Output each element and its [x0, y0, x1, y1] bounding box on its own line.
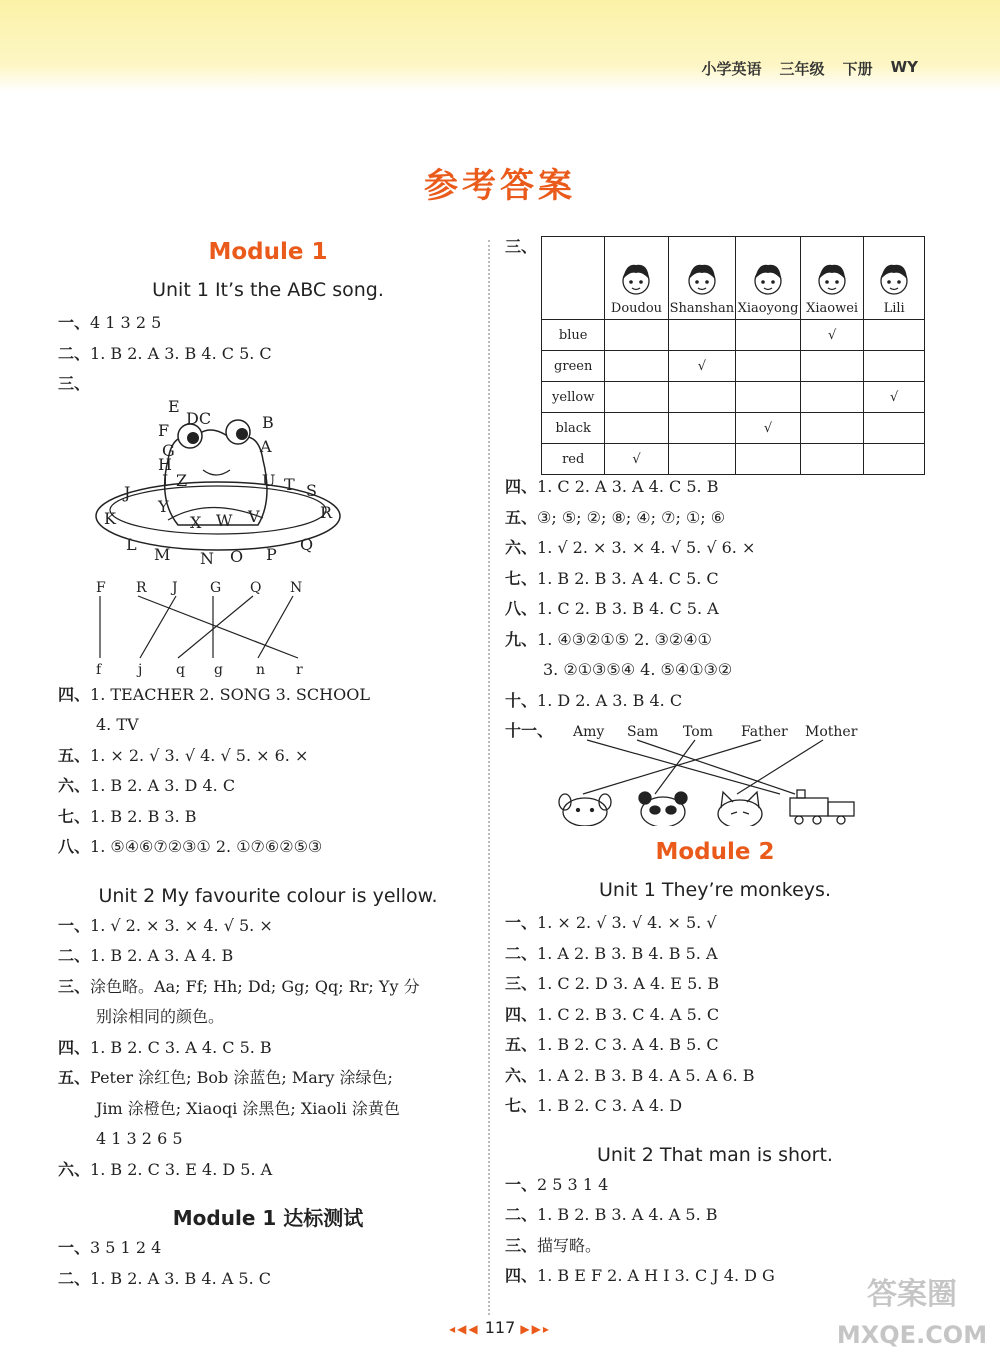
dot-letter: T — [284, 474, 295, 494]
answer-line — [58, 972, 478, 1003]
match-bottom-letter: j — [138, 661, 143, 678]
dot-letter: B — [262, 412, 274, 432]
check-cell — [605, 413, 668, 444]
answer-text: 1. √ 2. × 3. × 4. √ 5. × — [90, 915, 273, 935]
check-cell: √ — [864, 382, 925, 413]
unit-1-heading: Unit 1 It’s the ABC song. — [152, 279, 384, 301]
check-cell — [864, 351, 925, 382]
check-cell — [800, 444, 863, 475]
check-cell — [864, 320, 925, 351]
question-number: 一、 — [505, 1174, 538, 1194]
answer-line — [58, 369, 478, 400]
dot-letter: Q — [300, 534, 314, 554]
edition: WY — [890, 58, 918, 76]
page-title: 参考答案 — [424, 166, 576, 206]
subject: 小学英语 — [701, 60, 762, 78]
frog-drawing — [58, 400, 478, 580]
answer-line — [58, 1124, 478, 1155]
check-cell — [800, 351, 863, 382]
answer-text: 1. B 2. C 3. A 4. C 5. B — [90, 1037, 272, 1057]
answer-text: 1. ④③②①⑤ 2. ③②④① — [537, 629, 712, 649]
answer-text: 1. B 2. A 3. A 4. B — [90, 946, 234, 965]
table-corner — [542, 237, 605, 320]
dog-icon — [559, 794, 611, 826]
question-number: 七、 — [505, 568, 538, 588]
answer-line — [58, 680, 478, 711]
answer-text: 1. √ 2. × 3. × 4. √ 5. √ 6. × — [537, 538, 756, 557]
check-cell — [736, 382, 801, 413]
answer-line — [58, 1233, 478, 1264]
child-column-header — [864, 237, 925, 320]
answer-text: 1. D 2. A 3. B 4. C — [537, 690, 683, 710]
dot-letter: Z — [176, 470, 188, 490]
question-number: 二、 — [58, 1268, 91, 1288]
match-bottom-letter: q — [176, 661, 185, 678]
color-label: yellow — [542, 382, 605, 413]
next-arrows-icon: ▶▶▸ — [520, 1322, 551, 1336]
check-cell — [800, 382, 863, 413]
answer-text: 1. B E F 2. A H I 3. C J 4. D G — [537, 1266, 775, 1285]
match-top-letter: F — [96, 579, 106, 596]
answer-line — [505, 939, 925, 970]
child-face-icon — [684, 257, 720, 301]
match-top-letter: J — [172, 579, 178, 596]
answer-line — [505, 969, 925, 1000]
question-number: 六、 — [505, 1065, 538, 1085]
answer-line — [505, 1170, 925, 1201]
color-label: black — [542, 413, 605, 444]
person-name: Amy — [573, 724, 605, 740]
grade: 三年级 — [779, 60, 825, 78]
answer-line — [58, 1155, 478, 1186]
answer-text: 1. B 2. A 3. B 4. C 5. C — [90, 343, 272, 363]
answer-line — [505, 594, 925, 625]
answer-text: 1. B 2. B 3. B — [90, 806, 197, 826]
question-number: 五、 — [505, 1035, 538, 1054]
matching-lines — [58, 580, 478, 680]
answer-text: 1. B 2. A 3. D 4. C — [90, 776, 236, 795]
match-bottom-letter: n — [256, 661, 266, 678]
answer-line — [505, 564, 925, 595]
answer-text: 4 1 3 2 6 5 — [96, 1129, 183, 1148]
watermark-url: MXQE.COM — [836, 1321, 988, 1349]
dot-letter: A — [260, 436, 272, 456]
check-cell: √ — [668, 351, 736, 382]
answer-text: 3. ②①③⑤④ 4. ⑤④①③② — [543, 660, 733, 679]
module-2-unit-1-heading: Unit 1 They’re monkeys. — [599, 879, 831, 901]
child-face-icon — [750, 257, 786, 301]
child-face-icon — [876, 257, 912, 301]
check-cell: √ — [800, 320, 863, 351]
child-face-icon — [618, 257, 654, 301]
dot-letter: P — [266, 544, 277, 564]
person-name: Father — [741, 724, 788, 740]
check-cell — [605, 351, 668, 382]
left-column — [58, 232, 478, 1294]
question-number: 四、 — [58, 684, 91, 704]
answer-text: 1. B 2. B 3. A 4. C 5. C — [537, 568, 719, 588]
question-number: 七、 — [505, 1096, 538, 1115]
answer-line — [58, 1063, 478, 1094]
answer-text: 1. ⑤④⑥⑦②③① 2. ①⑦⑥②⑤③ — [90, 837, 323, 856]
question-number: 二、 — [505, 1205, 538, 1224]
answer-line — [58, 339, 478, 370]
module-2-unit-2-heading: Unit 2 That man is short. — [597, 1143, 833, 1166]
dot-letter: DC — [186, 408, 212, 428]
check-cell — [864, 413, 925, 444]
answer-text: 1. C 2. D 3. A 4. E 5. B — [537, 974, 720, 993]
child-name: Xiaowei — [806, 301, 859, 316]
question-number: 二、 — [58, 946, 91, 965]
color-label: red — [542, 444, 605, 475]
dot-letter: M — [154, 544, 171, 564]
child-name: Doudou — [610, 301, 663, 316]
match-bottom-letter: f — [96, 661, 102, 678]
question-number: 三、 — [505, 974, 538, 993]
answer-text: Jim 涂橙色; Xiaoqi 涂黑色; Xiaoli 涂黄色 — [96, 1098, 400, 1118]
question-number: 一、 — [505, 913, 538, 932]
dot-letter: X — [190, 512, 202, 532]
check-cell — [736, 320, 801, 351]
answer-line — [505, 1091, 925, 1122]
answer-text: 1. B 2. A 3. B 4. A 5. C — [90, 1268, 271, 1288]
train-icon — [790, 790, 854, 824]
child-column-header — [800, 237, 863, 320]
question-number: 二、 — [58, 343, 91, 363]
child-column-header — [736, 237, 801, 320]
answer-text: Peter 涂红色; Bob 涂蓝色; Mary 涂绿色; — [90, 1068, 393, 1087]
dot-letter: N — [200, 548, 214, 568]
person-name: Sam — [627, 724, 659, 740]
answer-line — [505, 533, 925, 564]
question-number: 五、 — [505, 507, 538, 527]
term: 下册 — [842, 60, 873, 78]
match-top-letter: R — [136, 579, 147, 596]
answer-text: 描写略。 — [537, 1235, 602, 1255]
answer-text: 1. B 2. C 3. E 4. D 5. A — [90, 1159, 273, 1179]
answer-line — [58, 1002, 478, 1033]
dot-letter: F — [158, 420, 170, 440]
module-1-test-answers — [58, 1233, 478, 1294]
question-number: 六、 — [58, 1159, 91, 1179]
answer-line — [58, 1264, 478, 1295]
answer-line — [58, 741, 478, 772]
match-bottom-letter: r — [296, 661, 303, 678]
answer-line — [58, 832, 478, 863]
check-cell — [605, 320, 668, 351]
column-divider — [488, 240, 490, 1315]
person-name: Mother — [805, 724, 858, 740]
watermark-text: 答案圈 — [867, 1277, 957, 1312]
answer-line — [58, 941, 478, 972]
unit-1-answers — [58, 308, 478, 400]
dot-letter: Y — [158, 496, 169, 516]
prev-arrows-icon: ◂◀◀ — [449, 1322, 480, 1336]
answer-text: 2 5 3 1 4 — [537, 1174, 609, 1194]
question-number: 一、 — [58, 915, 91, 935]
answer-line — [505, 503, 925, 534]
name-picture-match — [505, 716, 925, 826]
question-number: 八、 — [58, 837, 91, 856]
answer-text: 1. TEACHER 2. SONG 3. SCHOOL — [90, 684, 370, 704]
answer-line — [58, 1033, 478, 1064]
letter-matching — [58, 580, 478, 680]
match-top-letter: G — [210, 579, 222, 596]
dot-letter: O — [230, 546, 244, 566]
check-cell — [800, 413, 863, 444]
page-number: 117 — [484, 1318, 516, 1337]
question-number: 四、 — [58, 1037, 91, 1057]
child-column-header — [668, 237, 736, 320]
book-info — [702, 58, 918, 79]
check-cell — [864, 444, 925, 475]
answer-line — [58, 1094, 478, 1125]
answer-text: 4 1 3 2 5 — [90, 313, 162, 332]
module-1-heading: Module 1 — [208, 239, 328, 265]
answer-text: 1. B 2. C 3. A 4. D — [537, 1096, 683, 1115]
child-column-header — [605, 237, 668, 320]
dot-letter: E — [168, 399, 180, 416]
match-top-letter: Q — [250, 579, 262, 596]
check-cell — [736, 351, 801, 382]
module-2-heading: Module 2 — [655, 839, 775, 865]
module-1-test-heading: Module 1 达标测试 — [172, 1206, 364, 1230]
table-row — [542, 382, 925, 413]
module-2-unit-1-answers — [505, 908, 925, 1122]
question-number: 五、 — [58, 1068, 91, 1087]
table-row — [542, 444, 925, 475]
answer-text: 4. TV — [96, 715, 139, 734]
question-number: 一、 — [58, 1238, 91, 1257]
answer-text: 涂色略。Aa; Ff; Hh; Dd; Gg; Qq; Rr; Yy 分 — [90, 976, 420, 996]
match-bottom-letter: g — [214, 661, 223, 678]
check-cell — [668, 382, 736, 413]
watermark-logo — [832, 1272, 992, 1368]
unit-2-heading: Unit 2 My favourite colour is yellow. — [98, 884, 438, 907]
answer-text: 1. × 2. √ 3. √ 4. √ 5. × 6. × — [90, 745, 309, 765]
table-row — [542, 351, 925, 382]
color-label: green — [542, 351, 605, 382]
check-cell — [736, 444, 801, 475]
person-name: Tom — [683, 724, 713, 740]
question-number: 三、 — [505, 1235, 538, 1255]
alphabet-frog-figure — [58, 400, 478, 580]
section-number: 十一、 — [505, 721, 554, 740]
answer-text: 1. A 2. B 3. B 4. B 5. A — [537, 943, 718, 963]
answer-text: 别涂相同的颜色。 — [96, 1007, 225, 1026]
answer-line — [505, 472, 925, 503]
matching-pictures — [505, 716, 925, 826]
question-number: 四、 — [505, 1004, 538, 1024]
dot-letter: S — [306, 480, 317, 500]
answer-line — [505, 625, 925, 656]
answer-line — [505, 1030, 925, 1061]
answer-line — [505, 1231, 925, 1262]
child-face-icon — [814, 257, 850, 301]
dot-letter: G — [162, 440, 175, 460]
question-number: 五、 — [58, 745, 91, 765]
check-cell — [668, 320, 736, 351]
section-number: 三、 — [505, 237, 538, 256]
right-column — [505, 232, 925, 1292]
check-cell — [668, 413, 736, 444]
question-number: 二、 — [505, 943, 538, 963]
check-cell — [668, 444, 736, 475]
question-number: 四、 — [505, 477, 538, 496]
color-label: blue — [542, 320, 605, 351]
question-number: 一、 — [58, 313, 91, 332]
dot-letter: V — [248, 506, 260, 526]
table-row — [542, 320, 925, 351]
check-cell — [605, 382, 668, 413]
answer-line — [58, 802, 478, 833]
module-1-test-more-answers — [505, 472, 925, 716]
dot-letter: W — [216, 510, 233, 530]
answer-line — [505, 908, 925, 939]
question-number: 十、 — [505, 690, 538, 710]
dot-letter: U — [262, 470, 276, 490]
color-answer-table — [541, 236, 925, 475]
question-number: 七、 — [58, 806, 91, 826]
dot-letter: K — [104, 508, 116, 528]
unit-1-more-answers — [58, 680, 478, 863]
answer-text: 1. C 2. A 3. A 4. C 5. B — [537, 477, 719, 496]
child-name: Xiaoyong — [737, 301, 799, 316]
dot-letter: R — [320, 502, 333, 522]
question-number: 三、 — [58, 976, 91, 996]
answer-text: 1. B 2. B 3. A 4. A 5. B — [537, 1205, 718, 1224]
question-number: 八、 — [505, 599, 538, 618]
answer-line — [58, 911, 478, 942]
table-row — [542, 413, 925, 444]
dot-letter: H — [158, 454, 172, 474]
answer-text: 1. A 2. B 3. B 4. A 5. A 6. B — [537, 1065, 755, 1085]
panda-icon — [639, 792, 687, 826]
question-number: 六、 — [58, 776, 91, 795]
dot-letter: L — [126, 534, 137, 554]
answer-line — [505, 1000, 925, 1031]
match-top-letter: N — [290, 579, 303, 596]
answer-line — [505, 1200, 925, 1231]
answer-line — [505, 1061, 925, 1092]
question-number: 九、 — [505, 629, 538, 649]
question-number: 三、 — [58, 374, 91, 393]
answer-text: 1. C 2. B 3. B 4. C 5. A — [537, 599, 719, 618]
answer-text: ③; ⑤; ②; ⑧; ④; ⑦; ①; ⑥ — [537, 507, 726, 527]
question-number: 六、 — [505, 538, 538, 557]
answer-line — [58, 771, 478, 802]
answer-text: 1. B 2. C 3. A 4. B 5. C — [537, 1035, 719, 1054]
dot-letter: J — [124, 482, 131, 502]
dot-letter: I — [162, 470, 169, 490]
answer-line — [58, 710, 478, 741]
child-name: Shanshan — [669, 301, 735, 316]
cat-icon — [718, 792, 762, 826]
answer-text: 1. × 2. √ 3. √ 4. × 5. √ — [537, 913, 717, 932]
color-table-section — [505, 232, 925, 472]
check-cell: √ — [605, 444, 668, 475]
answer-text: 1. C 2. B 3. C 4. A 5. C — [537, 1004, 720, 1024]
answer-line — [505, 655, 925, 686]
answer-text: 3 5 1 2 4 — [90, 1238, 162, 1257]
child-name: Lili — [883, 301, 905, 316]
answer-line — [58, 308, 478, 339]
unit-2-answers — [58, 911, 478, 1186]
answer-line — [505, 686, 925, 717]
question-number: 四、 — [505, 1266, 538, 1285]
check-cell: √ — [736, 413, 801, 444]
